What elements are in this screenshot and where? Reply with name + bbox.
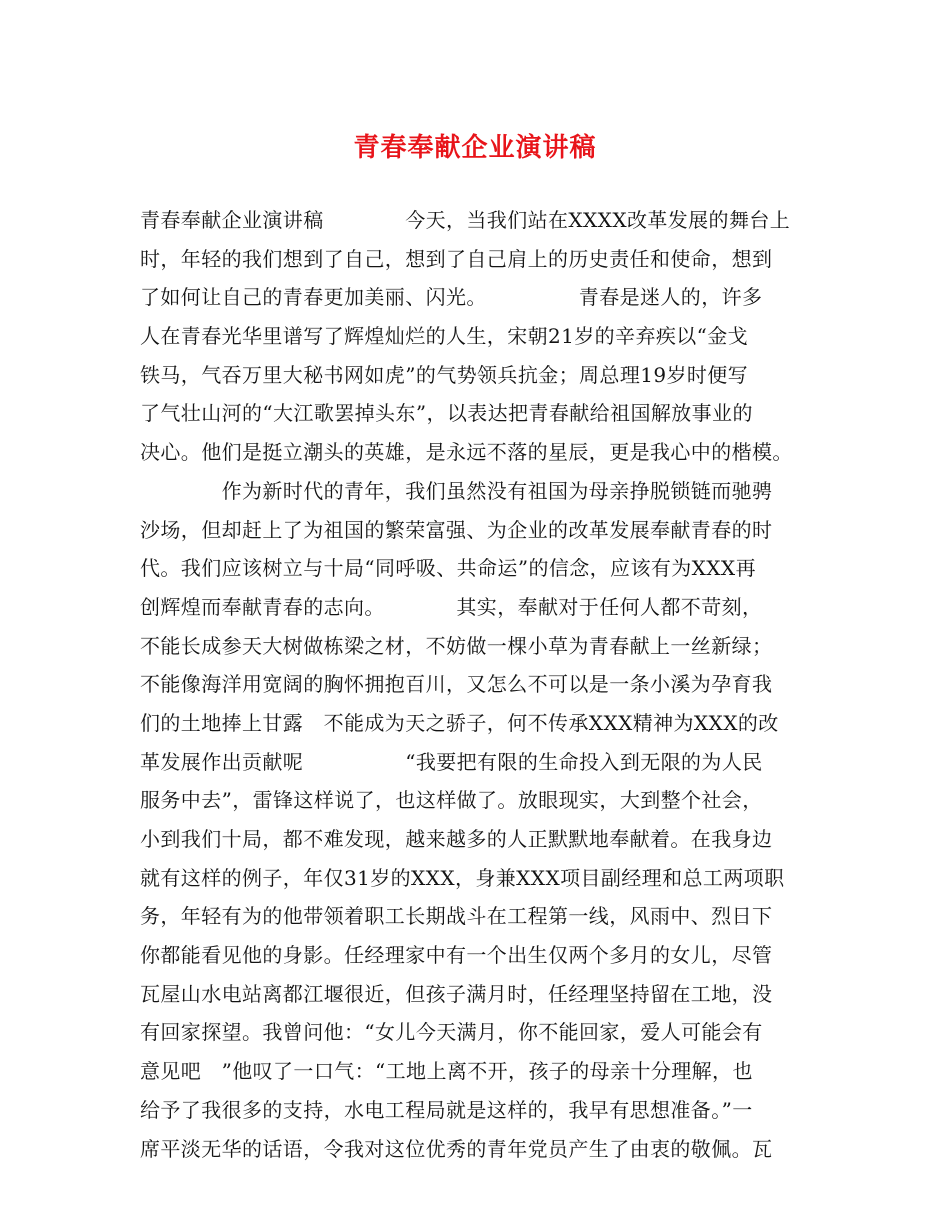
document-title: 青春奉献企业演讲稿 xyxy=(353,133,597,163)
text-line: 不能长成参天大树做栋梁之材，不妨做一棵小草为青春献上一丝新绿； xyxy=(140,633,773,658)
text-line: 作为新时代的青年，我们虽然没有祖国为母亲挣脱锁链而驰骋 xyxy=(140,478,773,503)
text-line: 服务中去”，雷锋这样说了，也这样做了。放眼现实，大到整个社会， xyxy=(140,788,763,813)
text-line: 小到我们十局，都不难发现，越来越多的人正默默地奉献着。在我身边 xyxy=(140,827,773,851)
text-line: 就有这样的例子，年仅31岁的XXX，身兼XXX项目副经理和总工两项职 xyxy=(140,865,785,890)
text-line: 了气壮山河的“大江歌罢掉头东”，以表达把青春献给祖国解放事业的 xyxy=(140,401,753,426)
text-line: 青春奉献企业演讲稿 今天，当我们站在XXXX改革发展的舞台上 xyxy=(140,208,791,232)
text-line: 意见吧 ”他叹了一口气：“工地上离不开，孩子的母亲十分理解，也 xyxy=(140,1059,753,1084)
text-line: 革发展作出贡献呢 “我要把有限的生命投入到无限的为人民 xyxy=(140,749,763,774)
text-line: 们的土地捧上甘露 不能成为天之骄子，何不传承XXX精神为XXX的改 xyxy=(140,710,779,735)
text-line: 了如何让自己的青春更加美丽、闪光。 青春是迷人的，许多 xyxy=(140,285,763,310)
text-line: 席平淡无华的话语，令我对这位优秀的青年党员产生了由衷的敬佩。瓦 xyxy=(140,1136,773,1161)
text-line: 务，年轻有为的他带领着职工长期战斗在工程第一线，风雨中、烈日下 xyxy=(140,904,773,929)
text-line: 给予了我很多的支持，水电工程局就是这样的，我早有思想准备。”一 xyxy=(140,1097,753,1122)
text-line: 代。我们应该树立与十局“同呼吸、共命运”的信念，应该有为XXX再 xyxy=(140,556,756,581)
text-line: 铁马，气吞万里大秘书网如虎”的气势领兵抗金；周总理19岁时便写 xyxy=(140,362,749,387)
document-body xyxy=(140,201,830,1168)
text-line: 你都能看见他的身影。任经理家中有一个出生仅两个多月的女儿，尽管 xyxy=(140,943,773,968)
text-line: 创辉煌而奉献青春的志向。 其实，奉献对于任何人都不苛刻， xyxy=(140,594,763,619)
text-line: 时，年轻的我们想到了自己，想到了自己肩上的历史责任和使命，想到 xyxy=(140,246,773,271)
text-line: 人在青春光华里谱写了辉煌灿烂的人生，宋朝21岁的辛弃疾以“金戈 xyxy=(140,324,749,349)
text-line: 有回家探望。我曾问他：“女儿今天满月，你不能回家，爱人可能会有 xyxy=(140,1020,763,1045)
text-line: 沙场，但却赶上了为祖国的繁荣富强、为企业的改革发展奉献青春的时 xyxy=(140,517,773,542)
text-line: 决心。他们是挺立潮头的英雄，是永远不落的星辰，更是我心中的楷模。 xyxy=(140,440,793,465)
text-line: 瓦屋山水电站离都江堰很近，但孩子满月时，任经理坚持留在工地，没 xyxy=(140,981,773,1006)
text-line: 不能像海洋用宽阔的胸怀拥抱百川，又怎么不可以是一条小溪为孕育我 xyxy=(140,672,773,697)
